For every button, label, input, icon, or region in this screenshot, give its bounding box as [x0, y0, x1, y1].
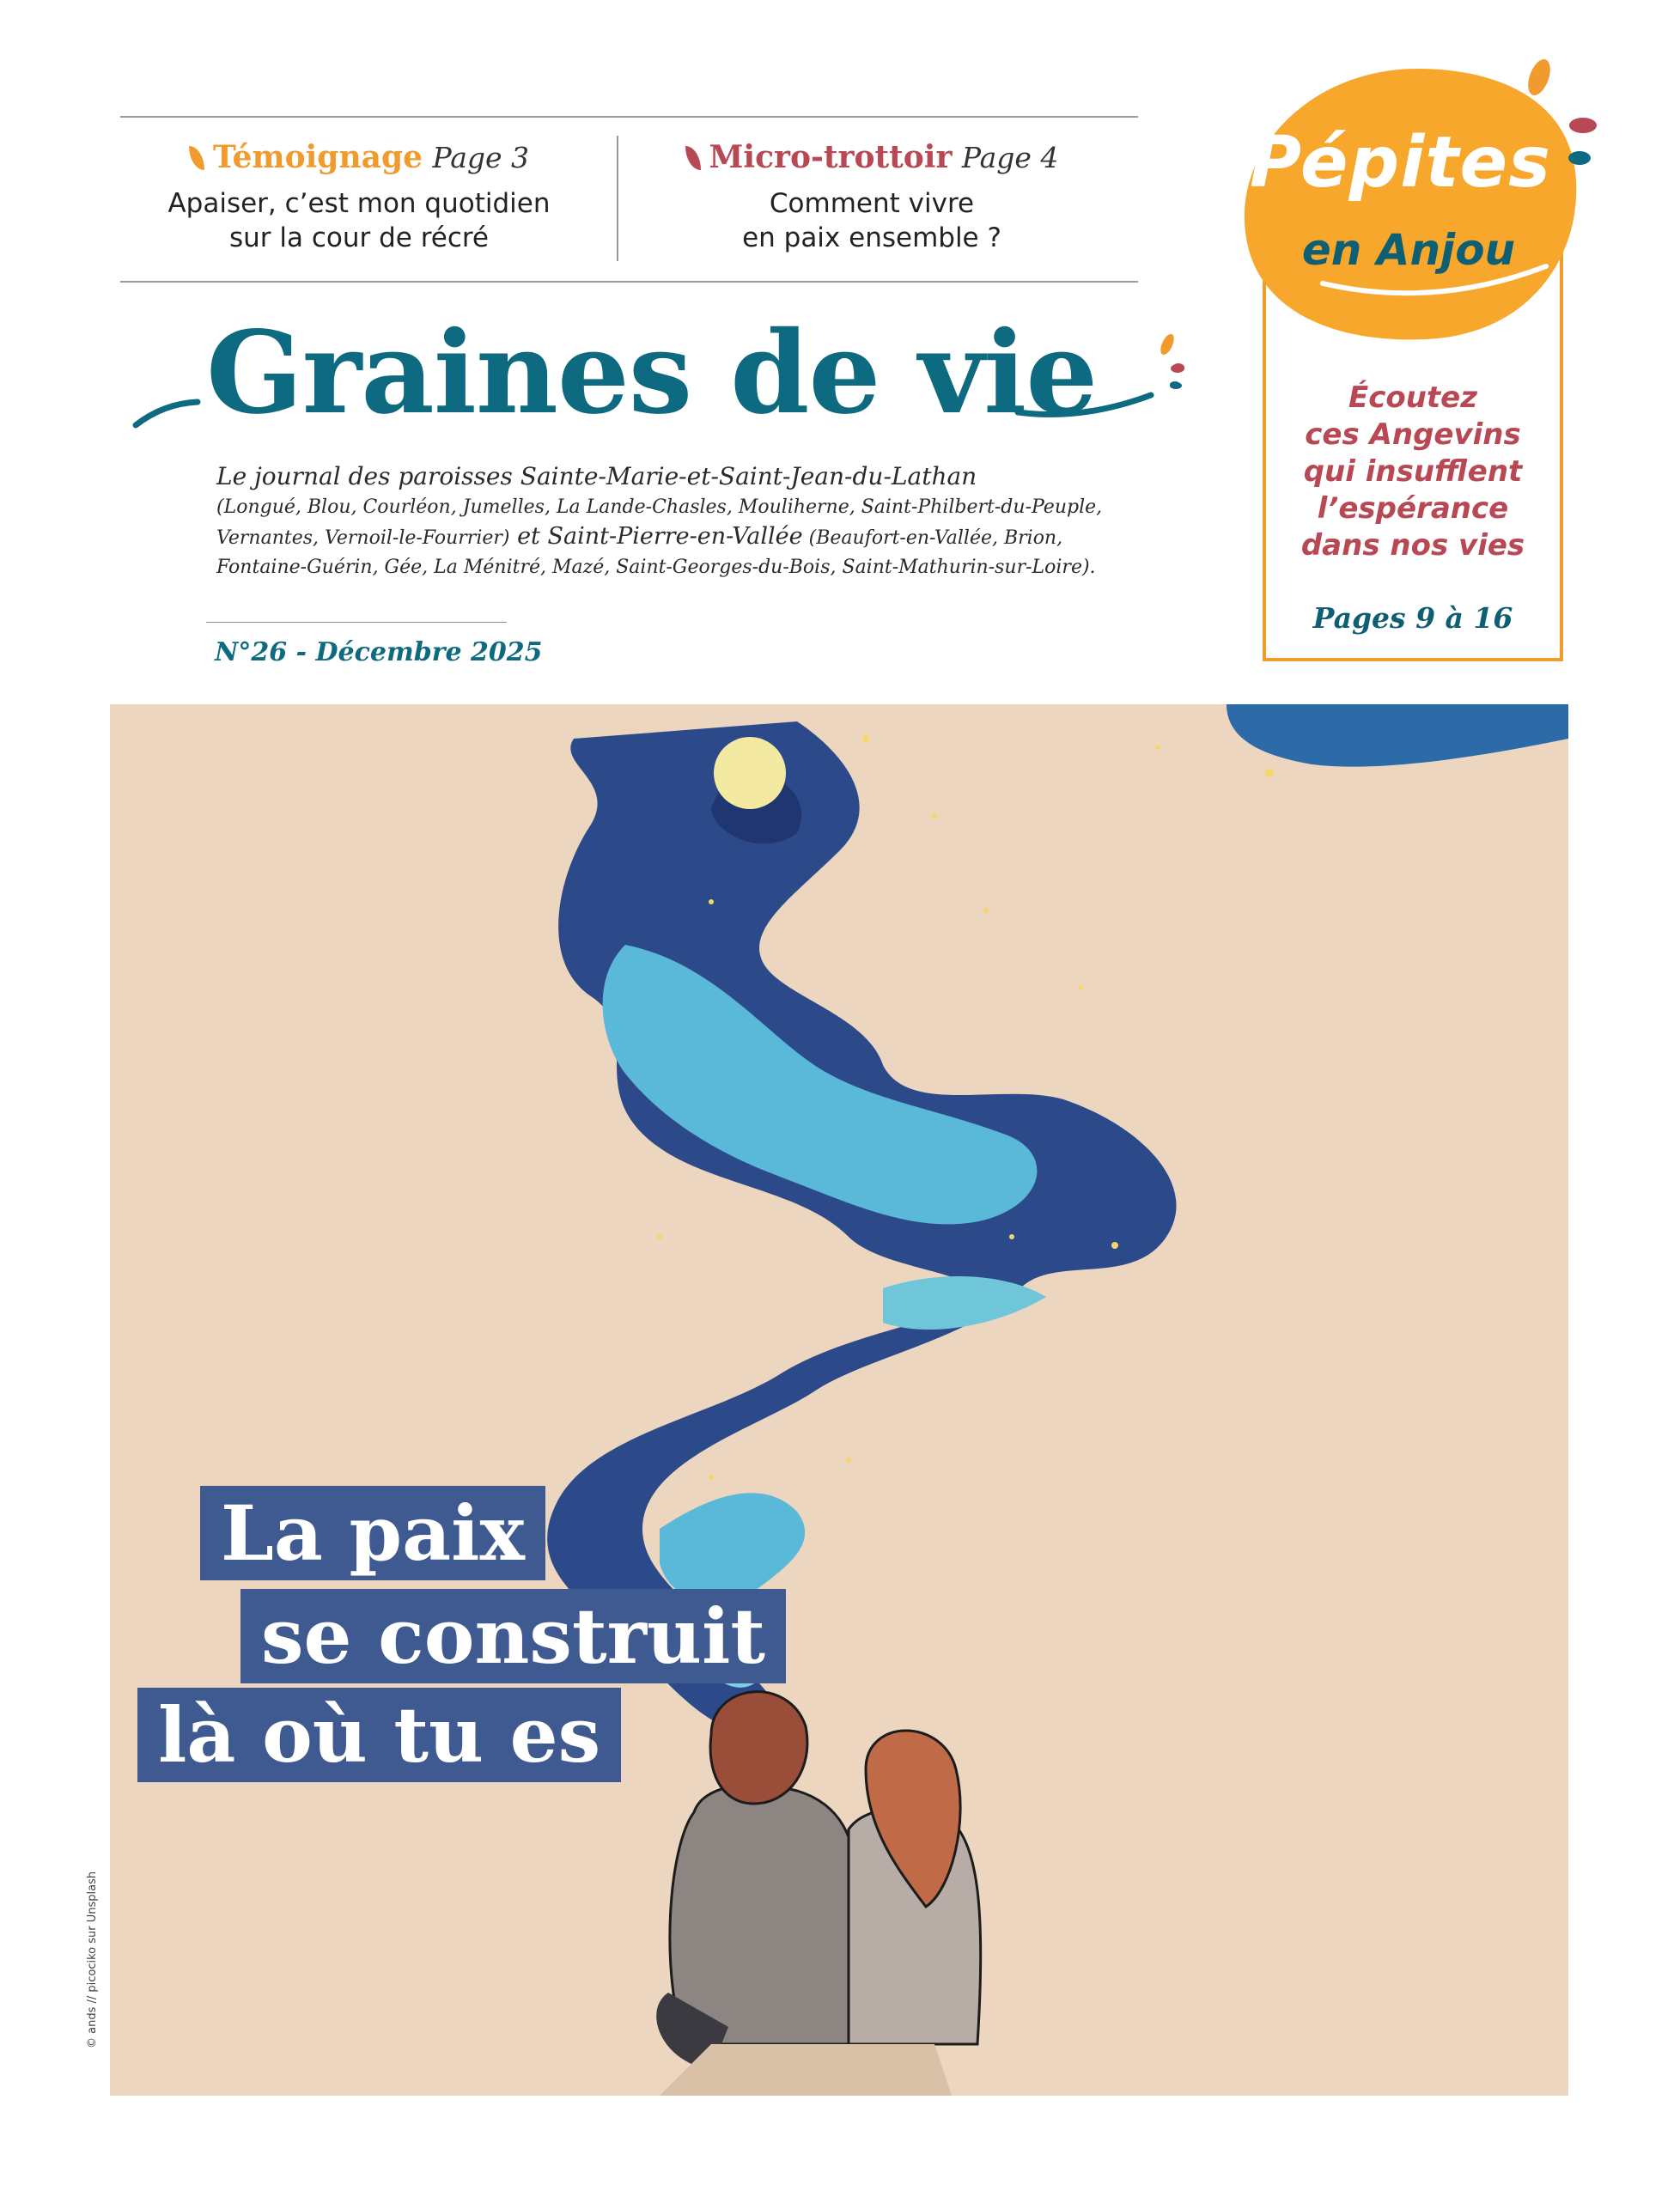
teaser-bottom-rule [120, 281, 1138, 283]
subtitle-parishes-line: (Longué, Blou, Courléon, Jumelles, La Lande-Chasles, Mouliherne, Saint-Philbert-du-Peuple, [216, 496, 1103, 518]
pepites-line: ces Angevins [1305, 417, 1521, 452]
pepites-pages: Pages 9 à 16 [1312, 601, 1513, 635]
teaser-line: en paix ensemble ? [742, 222, 1001, 253]
sprout-icon [1155, 331, 1190, 399]
masthead-subtitle [216, 460, 1161, 582]
pepites-line: l’espérance [1317, 491, 1509, 526]
moon-icon [714, 737, 786, 809]
issue-rule [206, 622, 507, 623]
teaser-line: Apaiser, c’est mon quotidien [167, 188, 551, 219]
teal-leaf-icon [1568, 151, 1591, 165]
teaser-section-label: Micro-trottoir [709, 139, 953, 175]
leaf-icon [685, 146, 701, 170]
issue-number: N°26 - Décembre 2025 [215, 637, 543, 667]
teaser-line: Comment vivre [769, 188, 975, 219]
pepites-line: qui insufflent [1303, 454, 1523, 489]
photo-credit: © ands // picociko sur Unsplash [86, 1871, 99, 2048]
couple-image [656, 1692, 981, 2096]
teaser-separator [617, 136, 618, 261]
teaser-page-ref: Page 4 [961, 141, 1059, 174]
subtitle-parishes-line [216, 522, 1161, 553]
orange-leaf-icon [1524, 57, 1555, 99]
subtitle-main: Le journal des paroisses Sainte-Marie-et-Saint-Jean-du-Lathan [216, 462, 977, 490]
teaser-temoignage-head [119, 137, 600, 178]
teaser-micro-trottoir-head [631, 137, 1112, 178]
subtitle-parishes-line: Fontaine-Guérin, Gée, La Ménitré, Mazé, Saint-Georges-du-Bois, Saint-Mathurin-sur-Loire). [216, 557, 1096, 578]
pepites-subtitle: en Anjou [1301, 225, 1516, 275]
leaf-icon [189, 146, 204, 170]
teaser-page-ref: Page 3 [432, 141, 530, 174]
teaser-micro-trottoir-text [631, 186, 1112, 255]
teaser-section-label: Témoignage [212, 139, 423, 175]
top-rule [120, 116, 1138, 118]
teaser-line: sur la cour de récré [228, 222, 490, 253]
subtitle-parish-name: et Saint-Pierre-en-Vallée [509, 523, 803, 550]
teaser-micro-trottoir[interactable] [631, 137, 1112, 255]
pepites-text [1263, 380, 1563, 564]
pepites-line: Écoutez [1348, 380, 1478, 415]
night-sky-ribbon-image [110, 704, 1568, 2096]
pepites-title: Pépites [1250, 122, 1551, 204]
red-leaf-icon [1569, 118, 1597, 133]
subtitle-fragment: (Beaufort-en-Vallée, Brion, [802, 527, 1063, 549]
subtitle-fragment: Vernantes, Vernoil-le-Fourrier) [216, 527, 510, 549]
cover-illustration [110, 704, 1568, 2096]
teaser-temoignage-text [119, 186, 600, 255]
pepites-line: dans nos vies [1300, 528, 1525, 563]
masthead-title: Graines de vie [206, 307, 1098, 440]
pepites-blob [1220, 52, 1615, 361]
teaser-temoignage[interactable] [119, 137, 600, 255]
headline-line-1: La paix [200, 1486, 545, 1580]
headline-line-2: se construit [240, 1589, 786, 1683]
headline-line-3: là où tu es [137, 1688, 621, 1782]
